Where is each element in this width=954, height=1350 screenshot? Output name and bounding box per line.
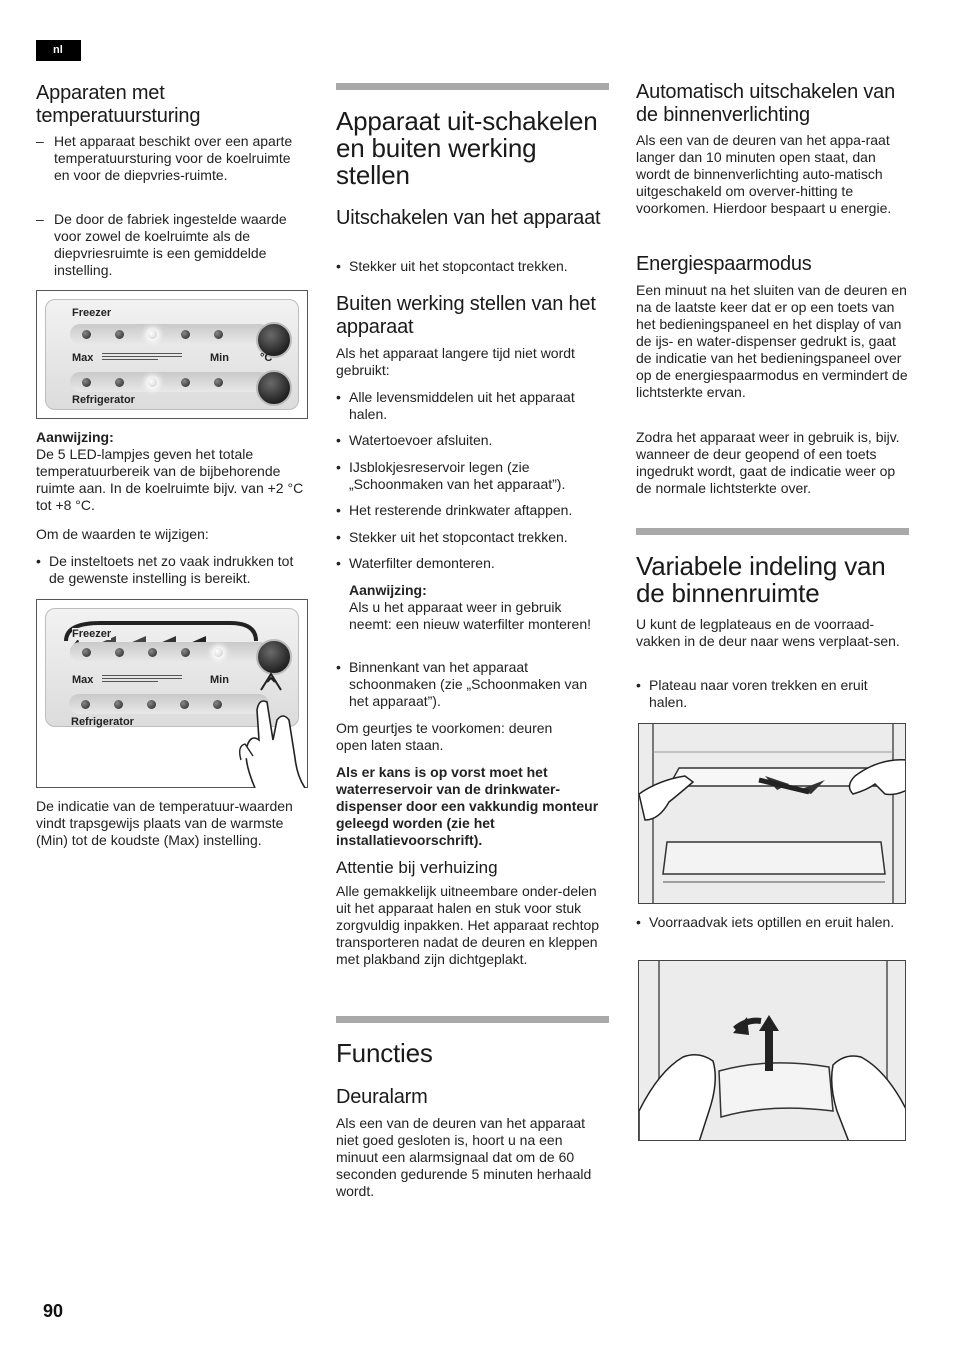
- max-label: Max: [72, 352, 94, 364]
- note-title: Aanwijzing:: [36, 429, 114, 445]
- closing-text: De indicatie van de temperatuur-waarden vindt trapsgewijs plaats van de warmste (Min) tot de koudste (Max) instelling.: [36, 798, 293, 848]
- bullet-marker: •: [636, 914, 641, 930]
- shelf-removal-illustration: [638, 723, 906, 904]
- energy-saving-text: Een minuut na het sluiten van de deuren en na de laatste keer dat er op een toets van het bedieningspaneel en het display of van de ijs- en water-dispenser gedrukt is, gaat de indicatie van het bedieningspaneel over op de energiespaarmodus en vermindert de lichtsterkte ervan.: [636, 282, 908, 400]
- bullet-marker: •: [36, 553, 41, 569]
- bullet-marker: •: [336, 659, 341, 675]
- max-label: Max: [72, 674, 94, 686]
- freezer-led-bar: [70, 642, 270, 662]
- led-lit: [148, 378, 157, 387]
- bullet-text: Voorraadvak iets optillen en eruit halen.: [649, 914, 895, 930]
- dash-item-text: De door de fabriek ingestelde waarde voor zowel de koelruimte als de diepvriesruimte is een gemiddelde instelling.: [54, 211, 287, 278]
- auto-light-off-text: Als een van de deuren van het appa-raat langer dan 10 minuten open staat, dan wordt de binnenverlichting auto-matisch uitgeschakeld om overver-hitting te voorkomen. Hierdoor bespaart u energie.: [636, 132, 892, 216]
- led: [214, 330, 223, 339]
- led: [114, 700, 123, 709]
- bullet-item: [336, 389, 609, 425]
- bullet-text: Binnenkant van het apparaat schoonmaken (zie „Schoonmaken van het apparaat”).: [349, 659, 588, 709]
- bullet-item: [336, 659, 609, 711]
- bullet-item: [336, 529, 609, 547]
- bullet-text: Waterfilter demonteren.: [349, 555, 495, 571]
- bullet-text: IJsblokjesreservoir legen (zie „Schoonmaken van het apparaat”).: [349, 459, 566, 492]
- bullet-text: Plateau naar voren trekken en eruit halen.: [649, 677, 868, 710]
- bullet-item: [636, 914, 909, 950]
- subheading-energy-saving: Energiespaarmodus: [636, 253, 812, 275]
- bullet-text: Stekker uit het stopcontact trekken.: [349, 258, 568, 274]
- refrigerator-set-button[interactable]: [256, 370, 292, 406]
- door-bin-removal-image: [639, 961, 906, 1141]
- bullet-marker: •: [336, 555, 341, 571]
- led: [82, 648, 91, 657]
- min-label: Min: [210, 352, 229, 364]
- section-title-switch-off: Apparaat uit-schakelen en buiten werking stellen: [336, 106, 598, 190]
- bullet-item: [336, 555, 609, 573]
- led: [181, 648, 190, 657]
- note-text: Als u het apparaat weer in gebruik neemt: een nieuw waterfilter monteren!: [349, 599, 592, 632]
- led: [180, 700, 189, 709]
- bullet-text: Watertoevoer afsluiten.: [349, 432, 493, 448]
- min-label: Min: [210, 674, 229, 686]
- note-title: Aanwijzing:: [349, 582, 427, 598]
- bullet-item: [336, 502, 609, 520]
- scale-indicator: [102, 675, 182, 683]
- unit-label: °C: [260, 352, 273, 364]
- subheading-auto-light-off: Automatisch uitschakelen van de binnenverlichting: [636, 81, 895, 126]
- language-tag: nl: [36, 40, 81, 61]
- bullet-text: Alle levensmiddelen uit het apparaat halen.: [349, 389, 575, 422]
- energy-saving-text-2: Zodra het apparaat weer in gebruik is, bijv. wanneer de deur geopend of een toets ingedrukt wordt, gaat de indicatie weer op de normale lichtsterkte over.: [636, 429, 900, 496]
- pressing-hand-icon: [233, 660, 309, 788]
- change-intro: Om de waarden te wijzigen:: [36, 526, 209, 542]
- dash-marker: –: [36, 211, 44, 227]
- bullet-marker: •: [336, 432, 341, 448]
- control-panel: [45, 299, 299, 410]
- bullet-marker: •: [336, 529, 341, 545]
- bullet-item: [636, 677, 909, 713]
- subheading-door-alarm: Deuralarm: [336, 1086, 428, 1108]
- led: [82, 378, 91, 387]
- subheading-moving: Attentie bij verhuizing: [336, 858, 498, 877]
- led: [115, 330, 124, 339]
- led: [181, 378, 190, 387]
- bullet-marker: •: [336, 459, 341, 475]
- refrigerator-label: Refrigerator: [72, 394, 135, 406]
- bullet-marker: •: [336, 258, 341, 274]
- section-rule: [336, 83, 609, 90]
- led: [181, 330, 190, 339]
- led-lit: [214, 648, 223, 657]
- led: [115, 648, 124, 657]
- dash-marker: –: [36, 133, 44, 149]
- note-text: De 5 LED-lampjes geven het totale temperatuurbereik van de bijbehorende ruimte aan. In de koelruimte bijv. van +2 °C tot +8 °C.: [36, 446, 304, 513]
- dash-item: [36, 133, 308, 203]
- led: [147, 700, 156, 709]
- section-rule: [636, 528, 909, 535]
- freezer-label: Freezer: [72, 307, 112, 319]
- freezer-label: Freezer: [72, 628, 112, 640]
- dash-item: [36, 211, 308, 281]
- led: [81, 700, 90, 709]
- bullet-text: Stekker uit het stopcontact trekken.: [349, 529, 568, 545]
- variable-layout-intro: U kunt de legplateaus en de voorraad-vakken in de deur naar wens verplaat-sen.: [636, 616, 900, 649]
- frost-warning: Als er kans is op vorst moet het waterreservoir van de drinkwater-dispenser door een vakkundig monteur geleegd worden (zie het installatievoorschrift).: [336, 764, 599, 848]
- refrigerator-led-bar: [70, 372, 270, 392]
- control-panel-figure: [36, 290, 308, 419]
- section-title-variable-layout: Variabele indeling van de binnenruimte: [636, 551, 886, 608]
- shelf-removal-image: [639, 724, 906, 904]
- bullet-marker: •: [336, 502, 341, 518]
- refrigerator-label: Refrigerator: [71, 716, 134, 728]
- control-panel-press-figure: [36, 599, 308, 788]
- bullet-item: [336, 258, 609, 276]
- bullet-item: [336, 432, 609, 450]
- bullet-text: De insteltoets net zo vaak indrukken tot de gewenste instelling is bereikt.: [49, 553, 294, 586]
- led: [115, 378, 124, 387]
- decommission-intro: Als het apparaat langere tijd niet wordt gebruikt:: [336, 345, 575, 378]
- section-title-functions: Functies: [336, 1038, 433, 1068]
- door-alarm-text: Als een van de deuren van het apparaat niet goed gesloten is, hoort u na een minuut een alarmsignaal dat om de 60 seconden gedurende 5 minuten herhaald wordt.: [336, 1115, 592, 1199]
- odour-text: Om geurtjes te voorkomen: deuren open laten staan.: [336, 720, 553, 753]
- bullet-item: [336, 459, 609, 495]
- led-lit: [148, 330, 157, 339]
- led: [213, 700, 222, 709]
- subheading-decommission: Buiten werking stellen van het apparaat: [336, 293, 596, 338]
- heading-temperature-control: Apparaten met temperatuursturing: [36, 82, 201, 127]
- dash-item-text: Het apparaat beschikt over een aparte temperatuursturing voor de koelruimte en voor de diepvries-ruimte.: [54, 133, 293, 183]
- page-number: 90: [43, 1301, 64, 1321]
- scale-indicator: [102, 353, 182, 361]
- led: [82, 330, 91, 339]
- led: [148, 648, 157, 657]
- bullet-text: Het resterende drinkwater aftappen.: [349, 502, 573, 518]
- door-bin-removal-illustration: [638, 960, 906, 1141]
- bullet-marker: •: [336, 389, 341, 405]
- section-rule: [336, 1016, 609, 1023]
- led: [214, 378, 223, 387]
- moving-text: Alle gemakkelijk uitneembare onder-delen uit het apparaat halen en stuk voor stuk zorgvuldig inpakken. Het apparaat rechtop transporteren nadat de deuren en kleppen met plakband zijn dichtgeplakt.: [336, 883, 600, 967]
- freezer-led-bar: [70, 324, 270, 344]
- subheading-switch-off: Uitschakelen van het apparaat: [336, 207, 601, 229]
- bullet-item: [36, 553, 308, 589]
- bullet-marker: •: [636, 677, 641, 693]
